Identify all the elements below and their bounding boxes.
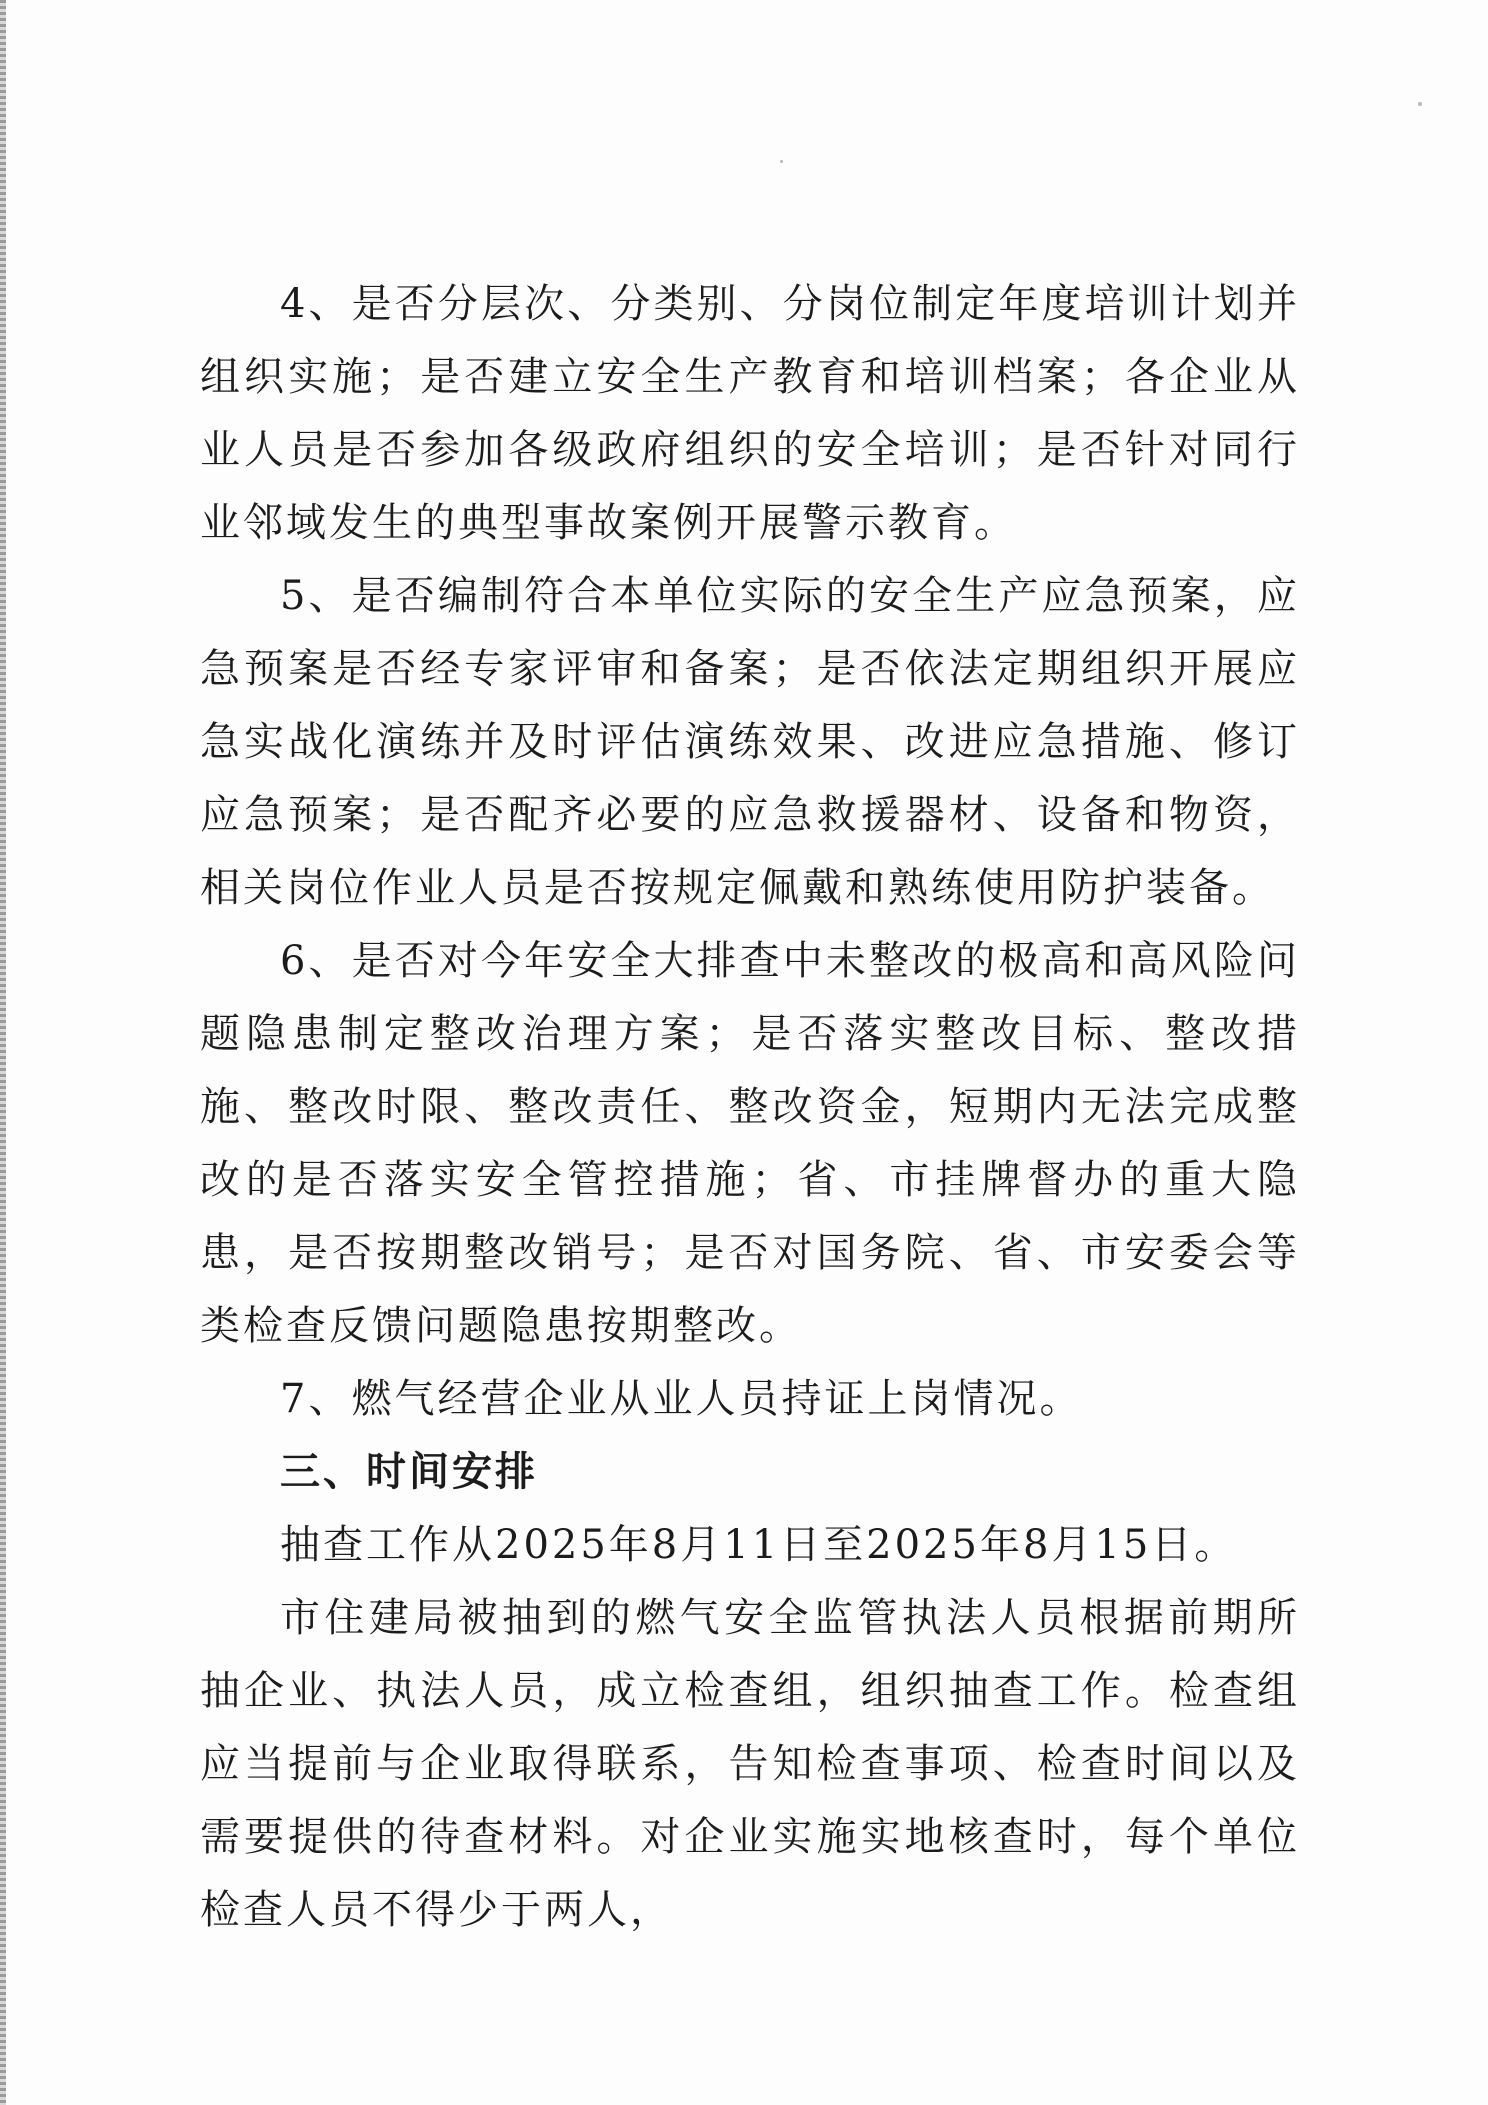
paragraph-schedule-dates: 抽查工作从2025年8月11日至2025年8月15日。 <box>280 1522 1238 1568</box>
paragraph-item-6: 6、是否对今年安全大排查中未整改的极高和高风险问题隐患制定整改治理方案；是否落实整改目标、整改措施、整改时限、整改责任、整改资金，短期内无法完成整改的是否落实安全管控措施；省、市挂牌督办的重大隐患，是否按期整改销号；是否对国务院、省、市安委会等类检查反馈问题隐患按期整改。 <box>200 938 1300 1349</box>
document-body <box>200 268 1300 1947</box>
paragraph-item-5: 5、是否编制符合本单位实际的安全生产应急预案，应急预案是否经专家评审和备案；是否依法定期组织开展应急实战化演练并及时评估演练效果、改进应急措施、修订应急预案；是否配齐必要的应急救援器材、设备和物资，相关岗位作业人员是否按规定佩戴和熟练使用防护装备。 <box>200 573 1300 911</box>
scan-edge <box>0 0 6 2105</box>
scan-speck <box>1418 102 1422 106</box>
paragraph-inspection-team: 市住建局被抽到的燃气安全监管执法人员根据前期所抽企业、执法人员，成立检查组，组织抽查工作。检查组应当提前与企业取得联系，告知检查事项、检查时间以及需要提供的待查材料。对企业实施实地核查时，每个单位检查人员不得少于两人， <box>200 1595 1300 1933</box>
paragraph-item-7: 7、燃气经营企业从业人员持证上岗情况。 <box>280 1376 1083 1422</box>
section-heading-schedule: 三、时间安排 <box>280 1449 538 1495</box>
paragraph-item-4: 4、是否分层次、分类别、分岗位制定年度培训计划并组织实施；是否建立安全生产教育和培训档案；各企业从业人员是否参加各级政府组织的安全培训；是否针对同行业邻域发生的典型事故案例开展警示教育。 <box>200 281 1300 546</box>
scan-speck <box>780 160 783 163</box>
